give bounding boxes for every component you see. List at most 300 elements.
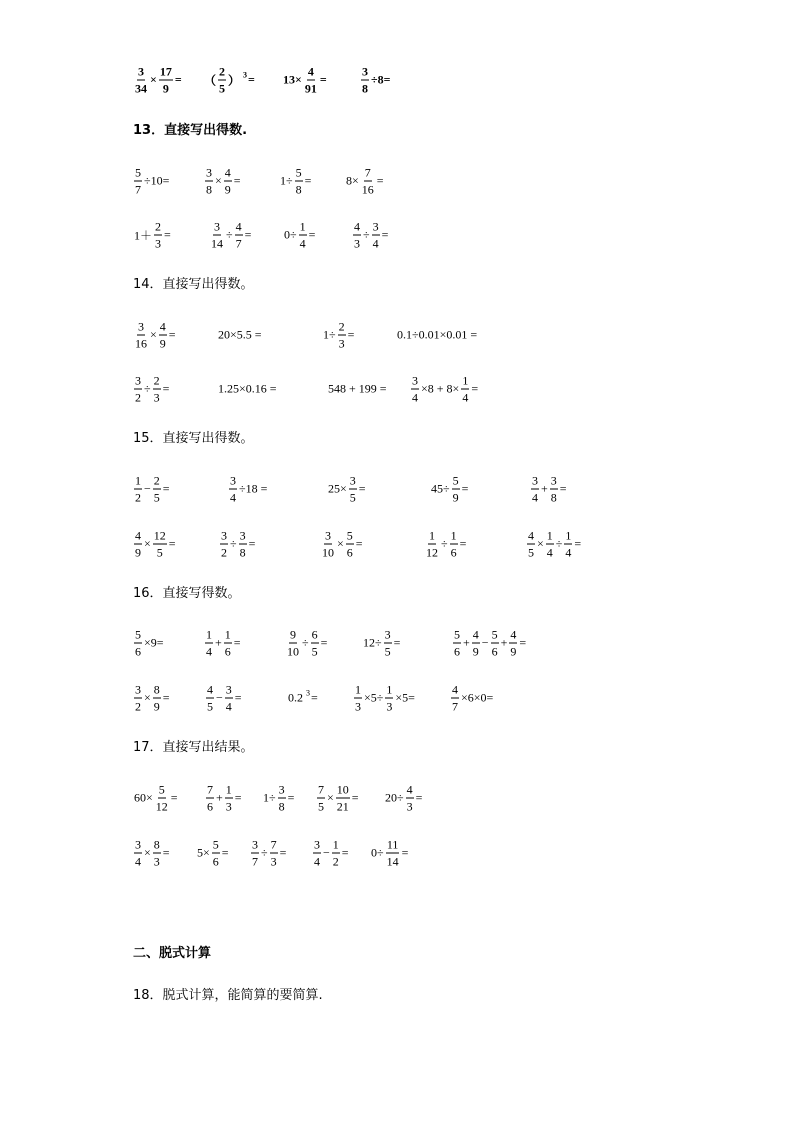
denominator: 7 (235, 236, 242, 251)
question-13-heading: 13．直接写出得数. (133, 123, 248, 138)
fraction (372, 221, 380, 250)
denominator: 4 (412, 390, 418, 405)
expression (133, 530, 177, 559)
denominator: 4 (546, 545, 553, 560)
expression-text: 0÷ (371, 845, 384, 860)
exponent: 3 (243, 70, 248, 80)
fraction (452, 475, 460, 504)
fraction (212, 839, 220, 868)
fraction (210, 221, 224, 250)
expression-text: = (279, 845, 287, 860)
row-5 (0, 473, 794, 505)
numerator: 5 (212, 837, 219, 852)
fraction (332, 839, 340, 868)
fraction (224, 167, 232, 196)
fraction (550, 475, 558, 504)
numerator: 5 (135, 165, 141, 180)
expression (327, 382, 388, 397)
numerator: 5 (452, 473, 459, 488)
fraction (509, 629, 517, 658)
expression-text: = (304, 173, 312, 188)
fraction (311, 629, 319, 658)
numerator: 4 (159, 319, 166, 334)
denominator: 6 (135, 644, 141, 659)
expression (219, 530, 256, 559)
denominator: 3 (338, 336, 345, 351)
denominator: 2 (332, 854, 339, 869)
numerator: 2 (219, 64, 226, 79)
expression-text: 8× (346, 173, 359, 188)
expression-text: 1÷ (323, 327, 336, 342)
numerator: 3 (214, 219, 220, 234)
fraction (153, 839, 161, 868)
numerator: 4 (307, 64, 314, 79)
numerator: 4 (354, 219, 360, 234)
fraction (338, 321, 346, 350)
expression-text: = (164, 227, 171, 242)
numerator: 3 (349, 473, 356, 488)
question-15-heading: 15．直接写出得数。 (133, 431, 254, 446)
section-2-heading: 二、脱式计算 (133, 946, 212, 961)
expression (285, 629, 328, 658)
fraction (206, 784, 214, 813)
expression (133, 629, 165, 658)
fraction (386, 839, 400, 868)
denominator: 4 (314, 854, 320, 869)
question-16-heading: 16．直接写得数。 (133, 586, 241, 601)
expression (450, 684, 494, 713)
denominator: 4 (565, 545, 572, 560)
numerator: 1 (206, 627, 212, 642)
fraction (134, 684, 142, 713)
numerator: 3 (135, 682, 141, 697)
fraction (384, 629, 392, 658)
denominator: 7 (252, 854, 258, 869)
expression-text: ÷8= (371, 72, 391, 87)
row-6 (0, 528, 794, 560)
row-8 (0, 682, 794, 714)
expression-text: = (162, 481, 170, 496)
fraction (134, 530, 142, 559)
expression (322, 321, 355, 350)
denominator: 6 (224, 644, 231, 659)
expression-text: （ (204, 73, 217, 88)
expression (133, 375, 170, 404)
denominator: 3 (155, 236, 162, 251)
denominator: 2 (135, 490, 141, 505)
expression-text: = (415, 790, 423, 805)
numerator: 4 (472, 627, 479, 642)
denominator: 3 (225, 799, 232, 814)
expression-text: ÷ (230, 536, 237, 551)
fraction (453, 629, 461, 658)
expression-text: 25× (328, 481, 347, 496)
fraction (225, 784, 233, 813)
denominator: 14 (386, 854, 399, 869)
numerator: 1 (355, 682, 361, 697)
denominator: 7 (135, 182, 141, 197)
expression-text: ÷ (441, 536, 448, 551)
denominator: 6 (491, 644, 498, 659)
denominator: 9 (159, 336, 166, 351)
expression-text: = (574, 536, 582, 551)
denominator: 4 (299, 236, 306, 251)
expression (360, 66, 391, 95)
denominator: 9 (135, 545, 141, 560)
fraction (134, 629, 142, 658)
fraction (461, 375, 469, 404)
fraction (546, 530, 554, 559)
numerator: 3 (221, 528, 227, 543)
fraction (411, 375, 419, 404)
expression (196, 839, 230, 868)
expression-text: × (144, 536, 151, 551)
expression-text: × (144, 845, 151, 860)
numerator: 3 (532, 473, 538, 488)
numerator: 4 (452, 682, 458, 697)
fraction (321, 530, 335, 559)
numerator: 1 (429, 528, 435, 543)
row-2 (0, 219, 794, 251)
row-3 (0, 319, 794, 351)
row-0 (0, 64, 794, 96)
expression (283, 221, 316, 250)
denominator: 9 (224, 182, 231, 197)
numerator: 4 (224, 165, 231, 180)
expression-text: = (221, 845, 229, 860)
expression-text: = (248, 72, 255, 87)
expression-text: 0÷ (284, 227, 297, 242)
expression-text: × (337, 536, 344, 551)
denominator: 5 (528, 545, 534, 560)
expression-text: 12÷ (363, 635, 382, 650)
numerator: 3 (135, 373, 141, 388)
numerator: 4 (235, 219, 242, 234)
question-18-heading: 18．脱式计算，能简算的要简算. (133, 988, 323, 1003)
numerator: 5 (454, 627, 460, 642)
denominator: 6 (346, 545, 353, 560)
expression-text: ÷ (261, 845, 268, 860)
denominator: 3 (354, 236, 360, 251)
fraction (361, 167, 375, 196)
expression-text: = (393, 635, 401, 650)
expression (345, 167, 385, 196)
expression-text: ÷ (302, 635, 309, 650)
numerator: 1 (135, 473, 141, 488)
numerator: 1 (299, 219, 306, 234)
expression-text: 5× (197, 845, 210, 860)
denominator: 12 (426, 545, 438, 560)
fraction (225, 684, 233, 713)
denominator: 91 (304, 81, 317, 96)
expression-text: = (519, 635, 527, 650)
fraction (220, 530, 228, 559)
denominator: 14 (211, 236, 223, 251)
expression-text: = (347, 327, 355, 342)
fraction (251, 839, 259, 868)
fraction (472, 629, 480, 658)
fraction (153, 530, 167, 559)
fraction (206, 684, 214, 713)
fraction (153, 475, 161, 504)
expression-text: 60× (134, 790, 153, 805)
expression-text: = (308, 227, 316, 242)
fraction (159, 66, 173, 95)
numerator: 5 (491, 627, 498, 642)
expression (384, 784, 423, 813)
denominator: 9 (472, 644, 479, 659)
denominator: 6 (454, 644, 460, 659)
row-1 (0, 165, 794, 197)
denominator: 5 (219, 81, 226, 96)
expression-text: = (401, 845, 409, 860)
expression-text: × (150, 327, 157, 342)
numerator: 3 (138, 64, 144, 79)
fraction (451, 684, 459, 713)
denominator: 9 (162, 81, 169, 96)
expression-text: − (144, 481, 151, 496)
fraction (336, 784, 350, 813)
fraction (134, 167, 142, 196)
numerator: 4 (207, 682, 213, 697)
expression-text: ÷10= (144, 173, 170, 188)
expression (133, 221, 172, 250)
fraction (270, 839, 278, 868)
expression-text: 13× (283, 72, 302, 87)
fraction (491, 629, 499, 658)
expression (282, 66, 328, 95)
expression (353, 684, 416, 713)
expression-text: 1＋ (134, 228, 153, 243)
numerator: 3 (230, 473, 236, 488)
fraction (346, 530, 354, 559)
expression-text: 45÷ (431, 481, 450, 496)
expression-text: = (162, 690, 170, 705)
expression-text: 1.25×0.16 = (218, 381, 277, 396)
fraction (299, 221, 307, 250)
expression-text: ÷ (363, 227, 370, 242)
expression (362, 629, 401, 658)
numerator: 2 (153, 473, 160, 488)
expression (250, 839, 287, 868)
expression-text: ×8 + 8× (421, 381, 460, 396)
numerator: 3 (362, 64, 368, 79)
expression-text: = (233, 635, 241, 650)
expression (452, 629, 527, 658)
fraction (349, 475, 357, 504)
expression-text: = (461, 481, 469, 496)
denominator: 3 (386, 699, 393, 714)
denominator: 2 (221, 545, 227, 560)
numerator: 3 (206, 165, 212, 180)
expression-text: = (162, 845, 170, 860)
expression-text: 20÷ (385, 790, 404, 805)
expression-text: ） (228, 73, 241, 88)
denominator: 8 (206, 182, 212, 197)
expression-text: ÷18 = (239, 481, 268, 496)
numerator: 1 (565, 528, 572, 543)
numerator: 2 (338, 319, 345, 334)
expression-text: + (463, 635, 470, 650)
expression-text: × (537, 536, 544, 551)
expression-text: 1÷ (263, 790, 276, 805)
expression-text: × (215, 173, 222, 188)
numerator: 6 (311, 627, 318, 642)
fraction (425, 530, 439, 559)
fraction (134, 321, 148, 350)
denominator: 4 (135, 854, 141, 869)
numerator: 1 (225, 782, 232, 797)
fraction (239, 530, 247, 559)
denominator: 8 (362, 81, 368, 96)
question-14-heading: 14．直接写出得数。 (133, 277, 254, 292)
denominator: 3 (153, 390, 160, 405)
fraction (153, 375, 161, 404)
expression-text: = (559, 481, 567, 496)
fraction (159, 321, 167, 350)
expression (370, 839, 409, 868)
expression (133, 839, 171, 868)
fraction (155, 784, 169, 813)
denominator: 4 (462, 390, 469, 405)
denominator: 34 (135, 81, 147, 96)
fraction (229, 475, 237, 504)
denominator: 4 (206, 644, 212, 659)
expression (133, 684, 171, 713)
fraction (564, 530, 572, 559)
question-17-heading: 17．直接写出结果。 (133, 740, 254, 755)
expression (410, 375, 479, 404)
numerator: 7 (207, 782, 213, 797)
expression (133, 167, 170, 196)
expression (262, 784, 295, 813)
fraction (354, 684, 362, 713)
expression (205, 684, 243, 713)
numerator: 2 (153, 373, 160, 388)
expression-text: ×5= (395, 690, 415, 705)
numerator: 4 (528, 528, 534, 543)
numerator: 4 (135, 528, 141, 543)
fraction (286, 629, 300, 658)
expression (316, 784, 360, 813)
numerator: 1 (450, 528, 457, 543)
expression-text: ×5÷ (364, 690, 384, 705)
numerator: 1 (386, 682, 393, 697)
expression-text: 548 + 199 = (328, 381, 387, 396)
numerator: 1 (224, 627, 231, 642)
denominator: 5 (349, 490, 356, 505)
fraction (134, 475, 142, 504)
expression-text: = (376, 173, 384, 188)
numerator: 3 (252, 837, 258, 852)
expression-text: = (320, 635, 328, 650)
expression-text: × (327, 790, 334, 805)
denominator: 3 (406, 799, 413, 814)
fraction (304, 66, 318, 95)
denominator: 5 (311, 644, 318, 659)
exponent: 3 (306, 688, 310, 698)
expression-text: × (150, 72, 157, 87)
expression (133, 475, 171, 504)
expression (287, 688, 319, 706)
expression-text: ×6×0= (461, 690, 494, 705)
expression-text: = (471, 381, 479, 396)
expression-text: = (168, 327, 176, 342)
expression-text: 0.1÷0.01×0.01 = (397, 327, 478, 342)
denominator: 4 (225, 699, 232, 714)
expression-text: 20×5.5 = (218, 327, 262, 342)
fraction (313, 839, 321, 868)
denominator: 6 (207, 799, 213, 814)
denominator: 5 (207, 699, 213, 714)
expression-text: = (234, 790, 242, 805)
numerator: 3 (138, 319, 144, 334)
denominator: 3 (270, 854, 277, 869)
expression-text: + (216, 790, 223, 805)
denominator: 10 (287, 644, 299, 659)
expression-text: = (234, 690, 242, 705)
fraction (278, 784, 286, 813)
expression-text: ×9= (144, 635, 164, 650)
expression-text: − (323, 845, 330, 860)
denominator: 4 (230, 490, 236, 505)
fraction (154, 221, 162, 250)
numerator: 3 (135, 837, 141, 852)
expression-text: + (215, 635, 222, 650)
row-4 (0, 373, 794, 405)
expression-text: ÷ (144, 381, 151, 396)
expression (205, 784, 243, 813)
numerator: 5 (135, 627, 141, 642)
expression (279, 167, 312, 196)
expression (203, 66, 256, 95)
expression-text: = (381, 227, 389, 242)
expression (133, 66, 183, 95)
denominator: 5 (318, 799, 324, 814)
denominator: 8 (278, 799, 285, 814)
expression-text: = (311, 690, 318, 705)
numerator: 4 (406, 782, 413, 797)
expression (204, 167, 242, 196)
expression (327, 475, 367, 504)
fraction (224, 629, 232, 658)
fraction (205, 629, 213, 658)
expression (217, 382, 278, 397)
numerator: 11 (386, 837, 399, 852)
row-7 (0, 627, 794, 659)
expression (312, 839, 350, 868)
expression-text: − (216, 690, 223, 705)
denominator: 10 (322, 545, 334, 560)
numerator: 3 (325, 528, 331, 543)
expression-text: ÷ (555, 536, 563, 551)
numerator: 9 (290, 627, 296, 642)
numerator: 3 (384, 627, 391, 642)
numerator: 3 (412, 373, 418, 388)
denominator: 6 (450, 545, 457, 560)
denominator: 9 (452, 490, 459, 505)
expression (352, 221, 389, 250)
fraction (406, 784, 414, 813)
expression-text: 0.2 (288, 690, 303, 705)
expression-text: = (358, 481, 366, 496)
expression (133, 784, 179, 813)
fraction (527, 530, 535, 559)
expression-text: = (355, 536, 363, 551)
numerator: 3 (314, 837, 320, 852)
denominator: 4 (372, 236, 379, 251)
fraction (153, 684, 161, 713)
